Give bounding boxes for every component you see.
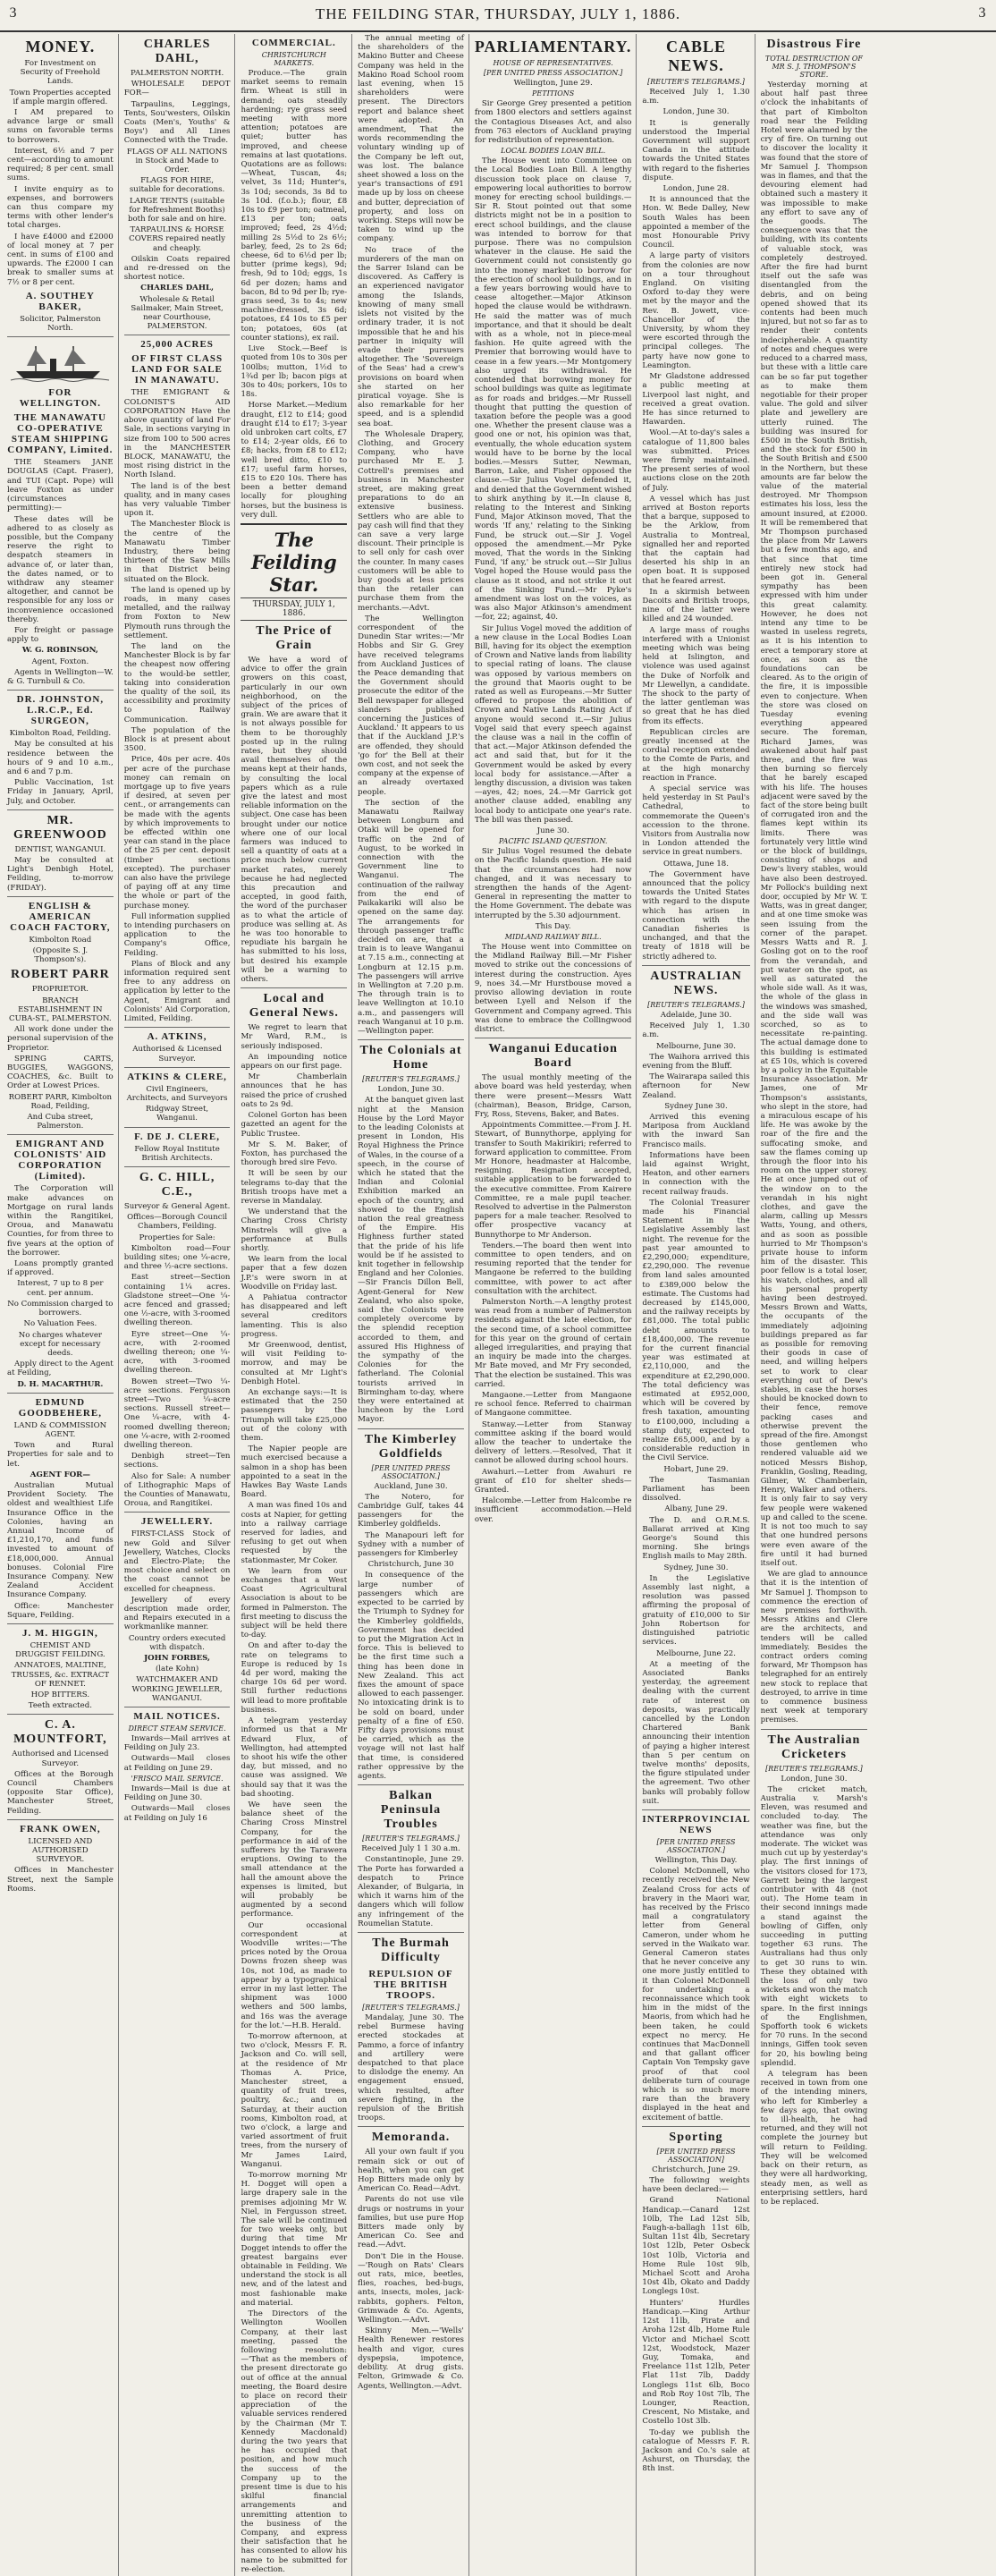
higgin-para: HOP BITTERS. [30, 1690, 90, 1699]
news-para: No trace of the murderers of the man on the Sarrer Island can be discovered. As Caffery is an experienced navigator among the Islands, knowing of many small islets not visited by the ordinary trader, it is not impossible that he and his partner in iniquity will evade their pursuers altogether. The 'Sovereign of the Seas' had a crew's provisions on board when she started on her piratical voyage. She is also remarkable for her speed, and is a splendid sea boat. [358, 245, 464, 428]
macarthur-name: D. H. MACARTHUR. [17, 1379, 104, 1389]
dahl-para: WHOLESALE DEPOT FOR— [123, 80, 231, 98]
australian-para: At a meeting of the Associated Banks yesterday, the agreement dealing with the current rate of interest on deposits, was practically cancelled by the London Chartered Bank announcing their intention of paying a higher interest than 5 per centum on twelve months' deposits, the figure stipulated under the agreement. Two other banks will probably follow suit. [642, 1659, 750, 1806]
divider [7, 1393, 114, 1394]
baker-title: Solicitor, Palmerston North. [20, 314, 101, 334]
hill-title: Surveyor & General Agent. [123, 1201, 231, 1211]
cable-sub: [REUTER'S TELEGRAMS.] [647, 78, 745, 86]
parliament-sub: HOUSE OF REPRESENTATIVES. [493, 59, 613, 67]
masthead-title: THE FEILDING STAR, THURSDAY, JULY 1, 1886. [315, 5, 681, 22]
factory-opp: (Opposite S. J. Thompson's). [32, 946, 89, 965]
sporting-heading: Sporting [669, 2130, 723, 2144]
sporting-para: To-day we publish the catalogue of Messrs F. R. Jackson and Co.'s sale at Ashurst, on Thursday, the 8th inst. [642, 2428, 750, 2474]
australian-recv: Received July 1, 1.30 a.m. [642, 1021, 750, 1040]
manawatu-para: These dates will be adhered to as closely as possible, but the Company reserve the right to despatch steamers in advance of, or later than, the dates named, or to withdraw any steamer altogether, and cannot be responsible for any loss or inconvenience occasioned thereby. [7, 514, 114, 624]
owen-para: Offices in Manchester Street, next the Sample Rooms. [7, 1866, 114, 1894]
board-para: Mangaone.—Letter from Mangaone re school fence. Referred to chairman of Mangaone committee. [474, 1391, 632, 1419]
divider [7, 1623, 114, 1624]
atkins-name: A. ATKINS, [147, 1031, 207, 1043]
cable-para: A large mass of roughs interfered with a Unionist meeting which was being held at Islington, and violence was used against the Duke of Norfolk and Mr Llewellyn, a candidate. The shock to the party of the latter gentleman was so great that he has died from its effects. [642, 625, 750, 726]
parliament-heading: PARLIAMENTARY. [474, 38, 632, 55]
cable-recv: Received July 1, 1.30 a.m. [642, 88, 750, 106]
dahl-para: Oilskin Coats repaired and re-dressed on the shortest notice. [123, 254, 231, 283]
emigrant-para: Loans promptly granted if approved. [7, 1259, 114, 1278]
loan-para: Sir Julius Vogel moved the addition of a new clause in the Local Bodies Loan Bill, having for its object the exemption of Crown and Native lands from liability to special rating of loans. The clause was opposed by various members on the ground that Maoris ought to be rated as well as Europeans.—Mr Sutter offered to propose the abolition of Crown and Native Lands Rating Act if anyone would second it.—Sir Julius Vogel said that every speech against the clause was a nail in the coffin of that act.—Major Atkinson defended the act and said that, but for it the Government would be asked by every local body for assistance.—After a lengthy discussion, a division was taken—ayes, 42; noes, 24.—Mr Garrick got another clause added, enabling any local body to anticipate one year's rate. The bill was then passed. [474, 623, 632, 825]
cable-para: Wool.—At to-day's sales a catalogue of 11,800 bales was submitted. Prices were firmly maintained. The present series of wool auctions close on the 20th of July. [642, 428, 750, 493]
acres-para: The land on the Manchester Block is by far the cheapest now offering to the would-be settler, taking into consideration the quality of the soil, its accessibility and proximity to Railway Communication. [123, 641, 231, 724]
australian-para: The D. and O.R.M.S. Ballarat arrived at King George's Sound this morning. She brings English mails to May 28th. [642, 1515, 750, 1562]
australian-dateline: Sydney, June 30. [663, 1563, 729, 1572]
money-town: Town Properties accepted if ample margin offered. [9, 88, 112, 106]
hill-para: Also for Sale: A number of Lithographic Maps of the Counties of Manawatu, Oroua, and Rangitikei. [123, 1471, 231, 1509]
hill-offices: Offices—Borough Council Chambers, Feilding. [127, 1213, 228, 1232]
memoranda-heading: Memoranda. [371, 2131, 451, 2145]
cable-dateline: Ottawa, June 18. [663, 859, 729, 869]
cable-para: A large party of visitors from the colonies are now on a tour throughout England. On visiting Oxford to-day they were met by the mayor and the Rev. B. Jowett, vice-Chancellor of the University, by whom they were escorted through the principal colleges. The party have now gone to Leamington. [642, 251, 750, 370]
column-1 [7, 34, 119, 2576]
higgin-para: Teeth extracted. [28, 1701, 92, 1711]
acres-para: THE EMIGRANT & COLONIST'S AID CORPORATION Have the above quantity of land For Sale, in sections varying in size from 100 to 500 acres in the MANCHESTER BLOCK, MANAWATU, the most rising district in the North Island. [123, 388, 231, 480]
fire-para: We are glad to announce that it is the intention of Mr Samuel J. Thompson to commence the erection of new premises forthwith. Messrs Atkins and Clere are the architects, and tenders will be called immediately. Besides the contract orders coming forward, Mr Thompson has telegraphed for an entirely new stock to replace that destroyed, to arrive in time to commence business next week at temporary premises. [760, 1570, 868, 1725]
balkan-heading: Balkan Peninsula Troubles [380, 1789, 442, 1832]
fde-name: F. DE J. CLERE, [134, 1131, 221, 1142]
news-para: The annual meeting of the shareholders of the Makino Butter and Cheese Company was held in the Makino Road School room last evening, when 15 shareholders were present. The Directors report and balance sheet were adopted. An amendment, That the words recommending the voluntary winding up of the Company be left out, was lost. The balance sheet showed a loss on the year's transactions of £91 made up by loss on cheese and butter, depreciation of property, and loss on working. Steps will now be taken to wind up the company. [358, 34, 464, 244]
colonials-heading: The Colonials at Home [359, 1044, 462, 1072]
hill-name: G. C. HILL, C.E., [139, 1170, 215, 1199]
local-para: Mr S. M. Baker, of Foxton, has purchased the thorough bred sire Fevo. [241, 1140, 348, 1168]
burmah-heading: The Burmah Difficulty [372, 1936, 450, 1964]
parr-name: ROBERT PARR [10, 968, 110, 982]
parr-para: All work done under the personal supervision of the Proprietor. [7, 1025, 114, 1053]
cricket-sub: [REUTER'S TELEGRAMS.] [765, 1764, 863, 1773]
acres-para: The land is opened up by roads, in many cases metalled, and the railway from Foxton to New Plymouth runs through the settlement. [123, 585, 231, 640]
goodbehere-para: Town and Rural Properties for sale and to let. [7, 1441, 114, 1469]
cable-para: A vessel which has just arrived at Boston reports that a barque, supposed to be the Arklow, from Australia to Montreal, signalled her and reported that the captain had deserted his ship in an open boat. It is supposed that he feared arrest. [642, 494, 750, 586]
petitions-heading: PETITIONS [532, 89, 575, 98]
banner-date: THURSDAY, JULY 1, 1886. [241, 597, 347, 621]
divider [358, 2126, 464, 2127]
column-3 [241, 34, 352, 2576]
interprovincial-dateline: Wellington, This Day. [654, 1855, 738, 1865]
newspaper-banner: The Feilding Star. [250, 528, 337, 596]
cricket-dateline: London, June 30. [781, 1774, 848, 1784]
parr-sign: ROBERT PARR, Kimbolton Road, Feilding, [8, 1092, 113, 1111]
fire-heading: Disastrous Fire [766, 38, 862, 51]
markets-para: Horse Market.—Medium draught, £12 to £14; good draught £14 to £17; 3-year old unbroken cart colts, £7 to £14; 2-year olds, £6 to £8; hacks, from £8 to £12; well bred ditto, £10 to £17; useful farm horses, £15 to £20 10s. There has been a better demand locally for ploughing horses, but the business is very dull. [241, 401, 348, 520]
cable-para: Mr Gladstone addressed a public meeting at Liverpool last night, and received a great ovation. He has since returned to Hawarden. [642, 372, 750, 428]
cable-para: It is announced that the Hon. W. Bede Dalley, New South Wales has been appointed a member of the most Honourable Privy Council. [642, 195, 750, 250]
page-number-left: 3 [9, 5, 18, 21]
pacific-para: Sir Julius Vogel resumed the debate on the Pacific Islands question. He said that the circumstances had now changed, and it was necessary to strengthen the hands of the Agent-General in representing the matter to the Home Government. The debate was interrupted by the 5.30 adjournment. [474, 847, 632, 920]
divider [358, 1428, 464, 1429]
interprovincial-para: Colonel McDonnell, who recently received the New Zealand Cross for acts of bravery in the Maori war, has received by the Frisco mail a congratulatory letter from General Cameron, under whom he served in the Waikato war. General Cameron states that he never conceive any one more justly entitled to it than Colonel McDonnell for undertaking a reconnaissance which took him in the midst of the Maoris, from which had he been taken, he could expect no mercy. He continues that MacDonnell and that gallant officer Captain Von Tempsky gave proof of that cool deliberate turn of courage which is so much more rare than the bravery displayed in the heat and excitement of battle. [642, 1867, 750, 2123]
cable-para: In a skirmish between Dacoits and British troops, nine of the latter were killed and 24 wounded. [642, 587, 750, 624]
divider [358, 1932, 464, 1933]
memoranda-para: All your own fault if you remain sick or out of health, when you can get Hop Bitters made only by American Co. Read—Advt. [358, 2148, 464, 2194]
acres-para: The land is of the best quality, and in many cases has very valuable Timber upon it. [123, 481, 231, 519]
australian-para: The Colonial Treasurer made his Financial Statement in the Legislative Assembly last night. The revenue for the past year amounted to £2,290,000; expenditure, £2,290,000. The revenue from land sales amounted to £389,000 below the estimate. The Customs had decreased by £145,000, and the railway receipts by £81,000. The total public debt amounts to £18,400,000. The revenue for the current financial year was estimated at £2,110,000, and the expenditure at £2,290,000. The total deficiency was estimated at £952,000, which will be covered by fresh taxation, amounting to £100,000, including a stamp duty, expected to realize £65,000, and by a considerable reduction in the Civil Service. [642, 1198, 750, 1463]
parr-title: PROPRIETOR. [31, 985, 89, 995]
kimberley-sub: [PER UNITED PRESS ASSOCIATION.] [371, 1463, 451, 1480]
sporting-sub: [PER UNITED PRESS ASSOCIATION] [656, 2147, 736, 2164]
greenwood-title: DENTIST, WANGANUI. [14, 844, 106, 854]
divider [124, 1166, 231, 1167]
local-para: An impounding notice appears on our first page. [241, 1052, 348, 1072]
local-para: We understand that the Charing Cross Christy Minstrels will give a performance at Bulls shortly. [241, 1208, 348, 1253]
hill-para: Bowen street—Two ¼-acre sections. Fergusson street—Two ¼-acre sections. Russell street—One ¼-acre, with 4-roomed dwelling thereon; one ¼-acre, with 2-roomed dwelling thereon. [123, 1377, 231, 1450]
emigrant-para: No Valuation Fees. [23, 1319, 97, 1329]
local-heading: Local and General News. [249, 992, 339, 1021]
higgin-title: CHEMIST AND DRUGGIST FEILDING. [15, 1640, 106, 1660]
dahl-para: FLAGS FOR HIRE, suitable for decorations. [129, 176, 225, 195]
grain-para: We have a word of advice to offer the grain growers on this coast, particularly in our own neighborhood, on the subject of the prices of grain. We are aware that it is not always possible for them to be thoroughly posted up in the ruling rates, but they should avail themselves of the means kept at their hands, by consulting the local papers which as a rule give the latest and most reliable information on the subject. One case has been brought under our notice where one of our local farmers was induced to sell a quantity of oats at a price much below current market rates, merely because he had neglected this precaution and accepted, in good faith, the word of the purchaser as to what the article of produce was selling at. As he was too honorable to repudiate his bargain he has submitted to his loss, but desired his example will be a warning to others. [241, 655, 348, 985]
greenwood-para: May be consulted at Light's Denbigh Hotel, Feilding, to-morrow (FRIDAY). [7, 855, 114, 893]
local-para: The Directors of the Wellington Woollen Company, at their last meeting, passed the following resolution:—'That as the members of the present directorate go out of office at the annual meeting, the Board desire to place on record their appreciation of the valuable services rendered by the Chairman (Mr T. Kennedy Macdonald) during the two years that he has occupied that position, and how much the success of the Company up to the present time is due to his skilful financial arrangements and unremitting attention to the business of the Company, and express their satisfaction that he has consented to allow his name to be submitted for re-election. [241, 2309, 348, 2574]
agent-office: Office: Manchester Square, Feilding. [7, 1601, 114, 1620]
colonials-para: At the banquet given last night at the Mansion House by the Lord Mayor to the leading Colonists at present in London, His Royal Highness the Prince of Wales, in the course of a speech, in the course of which he stated that the Indian and Colonial Exhibition marked an epoch of the country, and showed to the English nation the real greatness of the Empire. His Highness further stated that the pride of his life would be if he assisted to knit together in fellowship England and her Colonies.—Sir Francis Dillon Bell, Agent-General for New Zealand, who also spoke, said the Colonists were completely overcome by the splendid reception accorded to them, and assured His Highness of the sympathy of the Colonies for the fatherland. The Colonial tourists arrived in Birmingham to-day, where they were entertained at luncheon by the Lord Mayor. [358, 1096, 464, 1425]
commercial-heading: COMMERCIAL. [251, 38, 336, 48]
australian-para: Informations have been laid against Wright, Heaton, and other earners in connection with the recent railway frauds. [642, 1150, 750, 1197]
australian-dateline: Hobart, June 29. [663, 1464, 729, 1474]
steamship-icon [11, 343, 109, 384]
page-number-right: 3 [978, 5, 987, 21]
australian-heading: AUSTRALIAN NEWS. [650, 969, 742, 997]
hill-props: Properties for Sale: [139, 1233, 215, 1242]
money-para: I have £4000 and £2000 of local money at 7 per cent. in sums of £100 and upwards. The £2000 I can break to smaller sums at 7½ or 8 per cent. [7, 232, 114, 287]
divider [761, 1729, 868, 1730]
sporting-para: Hunters' Hurdles Handicap.—King Arthur 12st 11lb, Pirate and Aroha 12st 4lb, Home Rule Victor and Michael Scott 12st, Woodstock, Mazer Guy, Tomaka, and Freelance 11st 12lb, Peter Flat 11st 7lb, Daddy Longlegs 11st 6lb, Boco and Rob Roy 10st 7lb, The Lounger, Reaction, Crescent, No Mistake, and Costello 10st 3lb. [642, 2298, 750, 2427]
acres-heading: 25,000 ACRES [140, 339, 214, 351]
markets-heading: CHRISTCHURCH MARKETS. [261, 51, 326, 67]
local-para: To-morrow morning Mr H. Dogget will open a large drapery sale in the premises adjoining Mr W. Niel, in Fergusson street. The sale will be continued for two weeks only, but during that time Mr Dogget intends to offer the greatest bargains ever obtainable in Feilding. We understand the stock is all new, and of the latest and most fashionable make and material. [241, 2171, 348, 2308]
divider [642, 965, 749, 966]
column-4 [358, 34, 469, 2576]
acres-para: The population of the Block is at present about 3500. [123, 725, 231, 754]
divider [124, 1067, 231, 1068]
local-para: The Napier people are much exercised because a salmon in a shop has been appointed to a seat in the Hawkes Bay Waste Lands Board. [241, 1445, 348, 1500]
jewellery-para: Country orders executed with dispatch. [128, 1633, 226, 1652]
mail-heading: MAIL NOTICES. [133, 1711, 221, 1723]
divider [642, 1809, 749, 1810]
parr-branch: BRANCH ESTABLISHMENT IN CUBA-ST., PALMERSTON. [9, 996, 112, 1024]
divider [358, 1039, 464, 1040]
mail-para: Outwards—Mail closes at Feilding on June 29. [123, 1754, 231, 1773]
dahl-para: Tarpaulins, Leggings, Tents, Sou'westers, Oilskin Coats (Men's, Youths' & Boys') and All Lines Connected with the Trade. [123, 99, 231, 146]
australian-para: The Waihora arrived this evening from the Bluff. [642, 1052, 750, 1071]
colonials-sub: [REUTER'S TELEGRAMS.] [362, 1075, 460, 1084]
cable-dateline: London, June 30. [663, 107, 730, 117]
balkan-sub: [REUTER'S TELEGRAMS.] [362, 1835, 460, 1843]
board-para: Palmerston North.—A lengthy protest was read from a number of Palmerston residents against the late election, for the second time, of a school committee for this year on the ground of certain alleged irregularities, and praying that an inquiry be made into the charges. Mr Bate moved, and Mr Fry seconded, That the election be sustained. This was carried. [474, 1297, 632, 1389]
parliament-dateline: This Day. [535, 921, 571, 931]
local-para: We learn from the local paper that a few dozen J.P.'s were sworn in at Woodville on Friday last. [241, 1255, 348, 1292]
australian-dateline: Albany, June 29. [664, 1504, 728, 1514]
board-para: Appointments Committee.—From J. H. Stewart, of Bunnythorpe, applying for transfer to South Makirikiri; referred to forward application to committee. From Mr Honore, headmaster at Halcombe, resigning. Resignation accepted, suitable application to be forwarded to the executive committee. From Kairere Committee, re a male pupil teacher. Resolved to advertise in the Palmerston papers for a male teacher. Resolved to offer prospective vacancy at Bunnythorpe to Mr Anderson. [474, 1121, 632, 1240]
dahl-sub: PALMERSTON NORTH. [130, 69, 224, 78]
kimberley-para: The Manapouri left for Sydney with a number of passengers for Kimberley [358, 1530, 464, 1559]
local-para: A man was fined 10s and costs at Napier, for getting into a railway carriage reserved for ladies, and refusing to get out when requested by the stationmaster, Mr Coker. [241, 1501, 348, 1565]
australian-sub: [REUTER'S TELEGRAMS.] [647, 1000, 745, 1009]
local-para: On and after to-day the rate on telegrams to Europe is reduced by 1s 4d per word, making the charge 10s 6d per word. Still further reductions will lead to more profitable business. [241, 1641, 348, 1715]
acres-para: Plans of Block and any information required sent free to any address on application by letter to the Agent, Emigrant and Colonists' Aid Corporation, Limited, Feilding. [123, 959, 231, 1024]
memoranda-para: Parents do not use vile drugs or nostrums in your families, but use pure Hop Bitters made only by American Co. See and read.—Advt. [358, 2195, 464, 2250]
australian-para: The Tasmanian Parliament has been dissolved. [642, 1475, 750, 1504]
markets-para: Produce.—The grain market seems to remain firm. Wheat is still in demand; oats steadily hardening; rye grass seed meeting with more attention; potatoes are quiet; butter has improved, and cheese remains at last quotations. Quotations are as follows:—Wheat, Tuscan, 4s; velvet, 3s 11d; Hunter's, 3s 10d; seconds, 3s 8d to 3s 10d. (f.o.b.); flour, £8 10s to £9 per ton; oatmeal, £13 per ton; oats improved; feed, 2s 4½d; milling 2s 5½d to 2s 6½; barley, feed, 2s to 2s 6d; cheese, 6d to 6½d per lb; butter (prime kegs), 9d; fresh, 9d to 10d; eggs, 1s 6d per dozen; hams and bacon, 8d to 9d per lb; rye-grass seed, 3s to 4s; new machine-dressed, 3s 6d; potatoes, £4 10s to £5 per ton; potatoes, 60s (at counter stations), ex rail. [241, 69, 348, 343]
acres-para: Full information supplied to intending purchasers on application to the Company's Office, Feilding. [123, 911, 231, 958]
cable-para: Republican circles are greatly incensed at the cordial reception extended to the Comte de Paris, and at the high monarchy reaction in France. [642, 727, 750, 783]
news-para: The section of the Manawatu Railway between Longburn and Otaki will be opened for traffic on the 2nd of August, to be worked in connection with the Government line to Wanganui. The continuation of the railway from the end of Paikakariki will also be opened on the same day. The arrangements for through passenger traffic decided on are, that a train is to leave Wanganui at 7.15 a.m., connecting at Longburn at 12.15 p.m. The passengers will arrive in Wellington at 7.20 p.m. The through train is to leave Wellington at 10.10 a.m., and passengers will reach Wanganui at 10 p.m.—Wellington paper. [358, 798, 464, 1036]
agent-for: AGENT FOR— [30, 1470, 90, 1479]
mountfort-name: C. A. MOUNTFORT, [13, 1718, 107, 1747]
divider [7, 1714, 114, 1715]
local-para: To-morrow afternoon, at two o'clock, Messrs F. R. Jackson and Co. will sell, at the residence of Mr Thomas A. Price, Manchester street, a quantity of fruit trees, poultry, &c.; and on Saturday, at their auction rooms, Kimbolton road, at two o'clock, a large and varied assortment of fruit trees, from the nursery of Mr James Laird, Wanganui. [241, 2032, 348, 2169]
sporting-para: The following weights have been declared:— [642, 2176, 750, 2195]
kimberley-para: In consequence of the large number of passengers which are expected to be carried by the Triumph to Sydney for the Kimberley goldfields, Government has decided to put the Migration Act in force. This is believed to be the first time such a thing has been done in New Zealand. This act fixes the amount of space allowed to each passenger. No intoxicating drink is to be sold on board, under penalty of a fine of £50. Fifty days provisions must be carried, which as the voyage will not last half that time, is considered rather oppressive by the agents. [358, 1571, 464, 1781]
manawatu-heading: THE MANAWATU CO-OPERATIVE STEAM SHIPPING COMPANY, Limited. [7, 412, 114, 456]
goodbehere-title: LAND & COMMISSION AGENT. [13, 1420, 107, 1439]
divider [124, 1512, 231, 1513]
cricket-para: The cricket match, Australia v. Marsh's Eleven, was resumed and concluded to-day. The weather was fine, but the attendance was only moderate. The wicket was much cut up by yesterday's play. The first innings of the visitors closed for 173, Garrett being the largest contributor with 48 (not out). The Home team in their second innings made a stand against the bowling of Giffen, only succeeding in putting together 63 runs. The Australians had thus only to get 30 runs to win. These they obtained with the loss of only two wickets and won the match with eight wickets to spare. In the first innings of the Englishmen, Spofforth took 6 wickets for 70 runs. In the second innings, Giffen took seven for 20, his bowling being splendid. [760, 1784, 868, 2068]
burmah-sub: REPULSION OF THE BRITISH TROOPS. [368, 1968, 453, 2001]
emigrant-para: Interest, 7 up to 8 per cent. per annum. [17, 1279, 104, 1298]
jewellery-para: Jewellery of every description made order, and Repairs executed in a workmanlike manner. [123, 1595, 231, 1632]
money-para: Interest, 6½ and 7 per cent—according to amount required; 8 per cent. small sums. [7, 146, 114, 183]
fire-para: Yesterday morning at about half past three o'clock the inhabitants of that part of Kimbolton road near the Feilding Hotel were alarmed by the cry of fire. On turning out to discover the locality it was found that the store of Mr Samuel J. Thompson was in flames, and that the devouring element had obtained such a mastery it was impossible to make any effort to save any of the goods. The consequence was that the building, with its contents of valuable stock, was completely destroyed. After the fire had burnt itself out the safe was disentangled from the debris, and on being opened showed that its contents had been much injured, but not so far as to render their contents indecipherable. A quantity of notes and cheques were reduced to a charred mass, but these with a little care can be so far put together as to make them negotiable for their proper value. The gold and silver plate and jewellery are utterly ruined. The building was insured for £500 in the South British, and the stock for £500 in the South British and £500 in the Northern, but these amounts are far below the value of the material destroyed. Mr Thompson estimates his loss, less the amount insured, at £2000. It will be remembered that Mr Thompson purchased the place from Mr Lawers but a few months ago, and that since that time entirely new stock had been got in. General sympathy has been expressed with him under this great calamity. However, he does not intend any time to be wasted in useless regrets, as it is his intention to erect a temporary store at once, as soon as the foundations can be cleared. As to the origin of the fire, it is impossible even to conjecture. When the store was closed on Tuesday evening everything appeared secure. The foreman, Richard James, was awakened about half past three, and the fire was then burning so fiercely that he barely escaped with his life. The houses adjacent were saved by the fact of the store being built of corrugated iron and the flames kept within its limits. There was fortunately very little wind or the block of buildings, consisting of shops and Dew's livery stables, would have also been destroyed. Mr Pollock's building next door, occupied by Mr W. T. Watts, was in great danger, and at one time smoke was seen issuing from the corner of the parapet. Messrs Watts and R. J. Gosling got on to the roof from the verandah, and put water on the spot, as well as saturated the whole side wall. As it was, the whole of the glass in the windows was smashed, and the side wall was scorched, so as to necessitate re-painting. The actual damage done to this building is estimated at £5 10s, which is covered by a policy in the Equitable Insurance Association. Mr James, one of Mr Thompson's assistants, who slept in the store, had a miraculous escape of his life. He was awoke by the roar of the fire and the suffocating smoke, and saw the flames coming up through the floor into his room on the upper storey. He at once jumped out of the window on to the verandah in his night clothes, and gave the alarm, calling up Messrs Watts, Young, and others, and as soon as possible hurried to Mr Thompson's private house to inform him of the disaster. This poor fellow is a total loser, his watch, clothes, and all his personal property having been destroyed. Messrs Brown and Watts, the occupants of the immediately adjoining buildings prepared as far as possible for removing their goods in case of need, and willing helpers set to work to clear everything out of Dew's stables, in case the horses should be knocked down to their fence, remove packing cases and otherwise prevent the spread of the fire. Amongst those gentlemen who rendered valuable aid we noticed Messrs Bishop, Franklin, Gosling, Reading, Gilmer, W. Chamberlain, Henry, Walker and others. It is only fair to say very few people were wakened up and called to the scene. It is not too much to say that one hundred persons were even aware of the fire until it had burned itself out. [760, 80, 868, 1568]
sporting-para: Grand National Handicap.—Canard 12st 10lb, The Lad 12st 5lb, Faugh-a-ballagh 11st 6lb, Sultan 11st 4lb, Secretary 10st 12lb, Peter Osbeck 10st 10lb, Victoria and Home Rule 10st 9lb, Michael Scott and Aroha 10st 4lb, Okato and Daddy Longlegs 10st. [642, 2196, 750, 2297]
higgin-name: J. M. HIGGIN, [21, 1627, 98, 1639]
board-para: Tenders.—The board then went into committee to open tenders, and on resuming reported that the tender for Mangaone be referred to the building committee, with power to act after consultation with the architect. [474, 1241, 632, 1296]
burmah-sub2: [REUTER'S TELEGRAMS.] [362, 2003, 460, 2012]
acres-sub: OF FIRST CLASS LAND FOR SALE IN MANAWATU. [131, 353, 224, 386]
robinson-name: W. G. ROBINSON, [21, 646, 98, 656]
divider [358, 1784, 464, 1785]
interprovincial-heading: INTERPROVINCIAL NEWS [642, 1813, 751, 1835]
manawatu-para: THE Steamers JANE DOUGLAS (Capt. Fraser), and TUI (Capt. Pope) will leave Foxton as under (circumstances permitting):— [7, 458, 114, 513]
factory-heading: ENGLISH & AMERICAN COACH FACTORY, [10, 900, 111, 933]
cricket-heading: The Australian Cricketers [767, 1733, 861, 1761]
memoranda-para: Skinny Men.—'Wells' Health Renewer restores health and vigor, cures dyspepsia, impotence, debility. At drug gists. Felton, Grimwade & Co. Agents, Wellington.—Advt. [358, 2326, 464, 2391]
board-para: Stanway.—Letter from Stanway committee asking if the board would allow the teacher to undertake the delivery of letters.—Resolved, That it cannot be allowed during school hours. [474, 1419, 632, 1466]
divider [7, 690, 114, 691]
acres-para: Price, 40s per acre. 40s per acre of the purchase money can remain on mortgage up to five years if desired, at seven per cent., or arrangements can be made with the agents by which improvements to be effected within one year can stand in the place of the 25 per cent. deposit (timber sections excepted). The purchaser can also have the privilege of paying off at any time the whole or part of the purchase money. [123, 755, 231, 911]
burmah-para: Mandalay, June 30. The rebel Burmese having erected stockades at Pammo, a force of infantry and artillery were despatched to that place to dislodge the enemy. An engagement ensued, which resulted, after severe fighting, in the repulsion of the British troops. [358, 2012, 464, 2123]
mail-sub: DIRECT STEAM SERVICE. [128, 1724, 226, 1733]
australian-para: In the Legislative Assembly last night, a resolution was passed affirming the proposal of gratuity of £10,000 to Sir John Robertson for distinguished patriotic services. [642, 1573, 750, 1648]
divider [124, 1027, 231, 1028]
money-subtitle: For Investment on Security of Freehold Lands. [20, 59, 101, 87]
johnston-addr: Kimbolton Road, Feilding. [9, 729, 112, 739]
cable-para: A special service was held yesterday in St Paul's Cathedral, to commemorate the Queen's accession to the throne. Visitors from Australia now in London attended the service in great numbers. [642, 784, 750, 858]
fde-title: Fellow Royal Institute British Architects. [134, 1144, 220, 1163]
pacific-heading: PACIFIC ISLAND QUESTION. [498, 837, 608, 846]
parliament-sub2: [PER UNITED PRESS ASSOCIATION.] [483, 69, 623, 77]
grain-heading: The Price of Grain [256, 623, 333, 652]
loan-para: The House went into Committee on the Local Bodies Loan Bill. A lengthy discussion took place on clause 7, empowering local authorities to borrow money for erecting school buildings.—Sir R. Stout pointed out that some districts might not be in a position to erect school buildings, and the clause was intended to borrow for that purpose. There was no compulsion whatever in the clause. He said the Government could not consistently go into the money market to borrow for the erection of school buildings, and in a few years borrowing would have to cease altogether.—Major Atkinson hoped the clause would be withdrawn. He said the matter was of much importance, and that it should be dealt with as a whole, not in piece-meal fashion. He quite agreed with the Premier that borrowing would have to cease in a few years.—Mr Montgomery also urged its withdrawal. He contended that borrowing money for school buildings was quite as legitimate as for roads and bridges.—Mr Russell thought that putting the question of taxation before the people was a good one. Whether the present clause was a good one or not, his opinion was that, eventually, the whole education system would have to be borne by the local bodies.—Messrs Sutter, Newman, Barron, Lake, and Fisher opposed the clause.—Sir Julius Vogel defended it, and denied that the Government wished to shirk anything by it.—In clause 8, relating to the Interest and Sinking Fund, Major Atkinson moved, That the words 'If any,' relating to the Sinking Fund, be struck out.—Sir J. Vogel opposed the amendment.—Mr Pyke moved, That the words in the Sinking Fund, 'if any,' be struck out.—Sir Julius Vogel hoped the House would pass the clause as it stood, and not strike it out of the Sinking Fund.—Mr Pyke's amendment was lost on the voices, as was also Major Atkinson's amendment—for, 22; against, 40. [474, 157, 632, 623]
mail-sub: 'FRISCO MAIL SERVICE. [131, 1774, 224, 1783]
manawatu-para: For freight or passage apply to [7, 625, 114, 645]
forbes-title: WATCHMAKER AND WORKING JEWELLER, WANGANUI. [131, 1675, 223, 1703]
divider [241, 523, 347, 525]
dahl-para: FLAGS OF ALL NATIONS in Stock and Made to Order. [126, 147, 228, 175]
cricket-para: A telegram has been received in town from one of the intending miners, who left for Kimberley a few days ago, that owing to ill-health, he had returned, and they will not complete the journey but will return to Feilding. They will be welcomed back on their return, as they were all hardworking, steady men, as well as enterprising settlers, hard to be replaced. [760, 2070, 868, 2207]
australian-para: The Wairarapa sailed this afternoon for New Zealand. [642, 1072, 750, 1100]
mail-para: Inwards—Mail arrives at Feilding on July 23. [123, 1734, 231, 1753]
kimberley-dateline: Auckland, June 30. [374, 1481, 448, 1491]
board-heading: Wanganui Education Board [488, 1042, 618, 1071]
factory-addr: Kimbolton Road [29, 935, 92, 945]
money-para: I AM prepared to advance large or small sums on favorable terms to borrowers. [7, 108, 114, 145]
clere-title: Civil Engineers, Architects, and Surveyors [126, 1084, 228, 1103]
board-para: Halcombe.—Letter from Halcombe re insufficient accommodation.—Held over. [474, 1496, 632, 1524]
for-wellington: FOR WELLINGTON. [19, 387, 101, 410]
dahl-para: TARPAULINS & HORSE COVERS repaired neatly and cheaply. [129, 225, 225, 253]
column-7 [761, 34, 873, 2576]
column-5 [475, 34, 637, 2576]
midland-heading: MIDLAND RAILWAY BILL. [504, 933, 602, 942]
jewellery-para: FIRST-CLASS Stock of new Gold and Silver Jewellery, Watches, Clocks and Electro-Plate; the most choice and select on the coast cannot be excelled for cheapness. [123, 1530, 231, 1594]
mountfort-para: Offices at the Borough Council Chambers (opposite Star Office), Manchester Street, Feilding. [7, 1769, 114, 1816]
divider [7, 336, 114, 337]
local-para: A telegram yesterday informed us that a Mr Edward Flux, of Wellington, had attempted to shoot his wife the other day, but missed, and no cause was assigned. We should say that it was the bad shooting. [241, 1716, 348, 1799]
parr-para: SPRING CARTS, BUGGIES, WAGGONS, COACHES, &c. Built to Order at Lowest Prices. [7, 1054, 114, 1091]
loan-heading: LOCAL BODIES LOAN BILL. [501, 147, 606, 156]
greenwood-name: MR. GREENWOOD [13, 813, 107, 842]
local-para: We learn from our exchanges that a West Coast Agricultural Association is about to be formed in Palmerston. The first meeting to discuss the subject will be held there to-day. [241, 1566, 348, 1640]
news-para: The Wellington correspondent of the Dunedin Star writes:—'Mr Hobbs and Sir G. Grey have received telegrams from Auckland Justices of the Peace demanding that the Government should prosecute the editor of the Bell newspaper for alleged slanders published concerning the Justices of Auckland.' It appears to us that if the Auckland J.P.'s are offended, they should 'go for' the Bell at their own cost, and not seek the company at the expense of an already overtaxed people. [358, 614, 464, 797]
emigrant-para: No Commission charged to borrowers. [7, 1299, 114, 1318]
cable-dateline: London, June 28. [663, 184, 730, 194]
local-para: A Pahiatua contractor has disappeared and left several creditors lamenting. This is also progress. [241, 1292, 348, 1339]
cable-para: The Government have announced that the policy towards the United States with regard to the dispute which has arisen in connection with the Canadian fisheries is unchanged, and that the treaty of 1818 will be strictly adhered to. [642, 869, 750, 962]
sporting-dateline: Christchurch, June 29. [652, 2165, 740, 2174]
local-para: Mr Greenwood, dentist, will visit Feilding to-morrow, and may be consulted at Mr Light's Denbigh Hotel. [241, 1340, 348, 1386]
divider [7, 1819, 114, 1820]
baker-name: A. SOUTHEY BAKER, [25, 290, 95, 312]
kimberley-para: The Notero, for Cambridge Gulf, takes 44 passengers for the Kimberley goldfields. [358, 1492, 464, 1530]
mail-para: Outwards—Mail closes at Feilding on July 16 [123, 1804, 231, 1823]
local-para: Colonel Gorton has been gazetted an agent for the Public Trustee. [241, 1111, 348, 1139]
divider [7, 809, 114, 810]
board-para: Awahuri.—Letter from Awahuri re grant of £10 for shelter sheds—Granted. [474, 1467, 632, 1496]
interprovincial-sub: [PER UNITED PRESS ASSOCIATION.] [656, 1837, 736, 1854]
clere-addr: Ridgway Street, Wanganui. [146, 1105, 209, 1123]
board-para: The usual monthly meeting of the above board was held yesterday, when there were present—Messrs Watt (chairman), Beason, Bridge, Carson, Fry, Ross, Stevens, Baker, and Bates. [474, 1073, 632, 1119]
australian-dateline: Melbourne, June 30. [655, 1041, 737, 1051]
fire-sub: TOTAL DESTRUCTION OF MR S. J. THOMPSON'S STORE. [764, 55, 863, 79]
cable-para: It is generally understood the Imperial Government will support Canada in the attitude towards the United States with regard to the fisheries dispute. [642, 118, 750, 182]
agent-for-para: Australian Mutual Provident Society. The oldest and wealthiest Life Insurance Office in the Colonies, having an Annual Income of £1,210,170, and funds invested to amount of £18,000,000. Annual bonuses. Colonial Fire Insurance Company. New Zealand Accident Insurance Company. [7, 1480, 114, 1600]
owen-name: FRANK OWEN, [20, 1823, 101, 1835]
divider [7, 896, 114, 897]
robinson-title: Agent, Foxton. [31, 657, 89, 666]
midland-para: The House went into Committee on the Midland Railway Bill.—Mr Fisher moved to strike out the concessions of interest during the construction. Ayes 9, noes 34.—Mr Hurstbouse moved a proviso allowing deviation in route between Lyell and Nelson if the Government and Company agreed. This was done to embrace the Collingwood district. [474, 943, 632, 1034]
owen-para: LICENSED AND AUTHORISED SURVEYOR. [28, 1836, 93, 1865]
australian-dateline: Melbourne, June 22. [655, 1648, 737, 1658]
agents-line: Agents in Wellington—W. & G. Turnbull & Co. [7, 667, 114, 686]
acres-para: The Manchester Block is the centre of the Manawatu Timber Industry, there being thirteen of the Saw Mills in that District being situated on the Block. [123, 520, 231, 584]
column-6 [642, 34, 755, 2576]
parliament-dateline: June 30. [536, 826, 570, 836]
dahl-sign: CHARLES DAHL, [140, 284, 214, 293]
money-para: I invite enquiry as to expenses, and borrowers can thus compare my terms with other lender's total charges. [7, 184, 114, 231]
emigrant-heading: EMIGRANT AND COLONISTS' AID CORPORATION (Limited). [13, 1139, 107, 1182]
local-para: It will be seen by our telegrams to-day that the British troops have met a reverse in Mandalay. [241, 1169, 348, 1206]
parliament-dateline: Wellington, June 29. [513, 79, 593, 88]
dahl-sign: Wholesale & Retail Sailmaker, Main Street, near Courthouse, PALMERSTON. [131, 294, 224, 332]
hill-para: Kimbolton road—Four building sites; one ¼-acre, and three ½-acre sections. [123, 1243, 231, 1272]
dahl-heading: CHARLES DAHL, [143, 38, 211, 65]
divider [7, 1134, 114, 1135]
divider [124, 1127, 231, 1128]
local-para: We have seen the balance sheet of the Charing Cross Minstrel Company, for the performance in aid of the sufferers by the Tarawera eruptions. Owing to the small attendance at the hall the amount above the expenses is limited, but will probably be augmented by a second performance. [241, 1800, 348, 1919]
australian-para: Arrived this evening Mariposa from Auckland with the inward San Francisco mails. [642, 1112, 750, 1149]
memoranda-para: Don't Die in the House.—'Rough on Rats' Clears out rats, mice, beetles, flies, roaches, bed-bugs, ants, insects, moles, jack-rabbits, gophers. Felton, Grimwade & Co. Agents, Wellington.—Advt. [358, 2251, 464, 2326]
mountfort-para: Authorised and Licensed Surveyor. [12, 1750, 109, 1768]
higgin-para: ANNATOES, MALTINE, TRUSSES, &c. EXTRACT OF RENNET. [11, 1661, 110, 1689]
emigrant-para: No charges whatever except for necessary deeds. [18, 1330, 103, 1358]
emigrant-para: The Corporation will make advances on Mortgage on rural lands within the Rangitikei, Oroua, and Manawatu Counties, for from three to five years at the option of the borrower. [7, 1184, 114, 1258]
divider [642, 2126, 749, 2127]
johnston-name: DR. JOHNSTON, L.R.C.P., Ed. SURGEON, [16, 694, 105, 727]
clere-heading: ATKINS & CLERE, [127, 1071, 227, 1082]
australian-dateline: Adelaide, June 30. [660, 1010, 732, 1020]
markets-para: Live Stock.—Beef is quoted from 10s to 30s per 100lbs; mutton, 1½d to 1¾d per lb; bacon pigs at 30s to 40s; porkers, 10s to 18s. [241, 344, 348, 400]
parr-sign: And Cuba street, Palmerston. [27, 1113, 94, 1131]
money-heading: MONEY. [25, 38, 96, 55]
masthead [0, 0, 996, 32]
atkins-title: Authorised & Licensed Surveyor. [132, 1045, 222, 1063]
johnston-para: Public Vaccination, 1st Friday in January, April, July, and October. [7, 778, 114, 806]
news-para: The Wholesale Drapery, Clothing, and Grocery Company, who have purchased Mr E. J. Cottrell's premises and business in Manchester street, are making great preparations to do an extensive business. Settlers who are able to pay cash will find that they can save a very large discount. Their principle is to sell only for cash over the counter. In many cases customers will be able to buy goods at less prices than the retailer can purchase them from the merchants.—Advt. [358, 429, 464, 613]
johnston-para: May be consulted at his residence between the hours of 9 and 10 a.m., and 6 and 7 p.m. [7, 740, 114, 776]
parliament-para: Sir George Grey presented a petition from 1800 electors and settlers against the Contagious Diseases Act, and also from 763 electors of Auckland praying for redistribution of representation. [474, 99, 632, 146]
hill-para: Denbigh street—Ten sections. [123, 1452, 231, 1470]
cable-heading: CABLE NEWS. [665, 38, 726, 74]
local-para: An exchange says:—It is estimated that the 250 passengers by the Triumph will take £25,000 out of the colony with them. [241, 1387, 348, 1443]
hill-para: Eyre street—One ¼-acre, with 2-roomed dwelling thereon; one ¼-acre, with 3-roomed dwelling thereon. [123, 1329, 231, 1376]
columns [7, 34, 989, 2574]
kimberley-dateline: Christchurch, June 30 [367, 1560, 454, 1570]
kimberley-heading: The Kimberley Goldfields [364, 1432, 458, 1461]
column-2 [124, 34, 236, 2576]
jewellery-heading: JEWELLERY. [140, 1516, 214, 1528]
australian-dateline: Sydney June 30. [664, 1101, 728, 1111]
local-para: Mr Chamberlain announces that he has raised the price of crushed oats to 2s 9d. [241, 1072, 348, 1109]
hill-para: East street—Section containing 1¼ acres. Gladstone street—One ¼-acre fenced and grassed; one ½-acre, with 3-roomed dwelling thereon. [123, 1273, 231, 1328]
forbes-name: JOHN FORBES, [144, 1654, 211, 1664]
mail-para: Inwards—Mail is due at Feilding on June 30. [123, 1784, 231, 1803]
goodbehere-name: EDMUND GOODBEHERE, [18, 1396, 102, 1419]
dahl-para: LARGE TENTS (suitable for Refreshment Booths) both for sale and on hire. [127, 196, 227, 225]
divider [241, 987, 347, 988]
balkan-dateline: Received July 1 1 30 a.m. [361, 1844, 460, 1854]
local-para: Our occasional correspondent at Woodville writes:—'The prices noted by the Oroua Downs frozen sheep was 10s, not 10d, as made to appear by a typographical error in my last letter. The shipment was 1000 wethers and 500 lambs, and 16s was the average for the lot.'—H.B. Herald. [241, 1920, 348, 2030]
balkan-para: Constantinople, June 29. The Porte has forwarded a despatch to Prince Alexander, of Bulgaria, in which it warns him of the dangers which will follow any infringement of the Roumelian Statute. [358, 1855, 464, 1928]
local-para: We regret to learn that Mr Ward, R.M., is seriously indisposed. [241, 1023, 348, 1051]
colonials-dateline: London, June 30. [377, 1085, 444, 1095]
emigrant-para: Apply direct to the Agent at Feilding, [7, 1360, 114, 1378]
forbes-late: (late Kohn) [155, 1665, 199, 1674]
